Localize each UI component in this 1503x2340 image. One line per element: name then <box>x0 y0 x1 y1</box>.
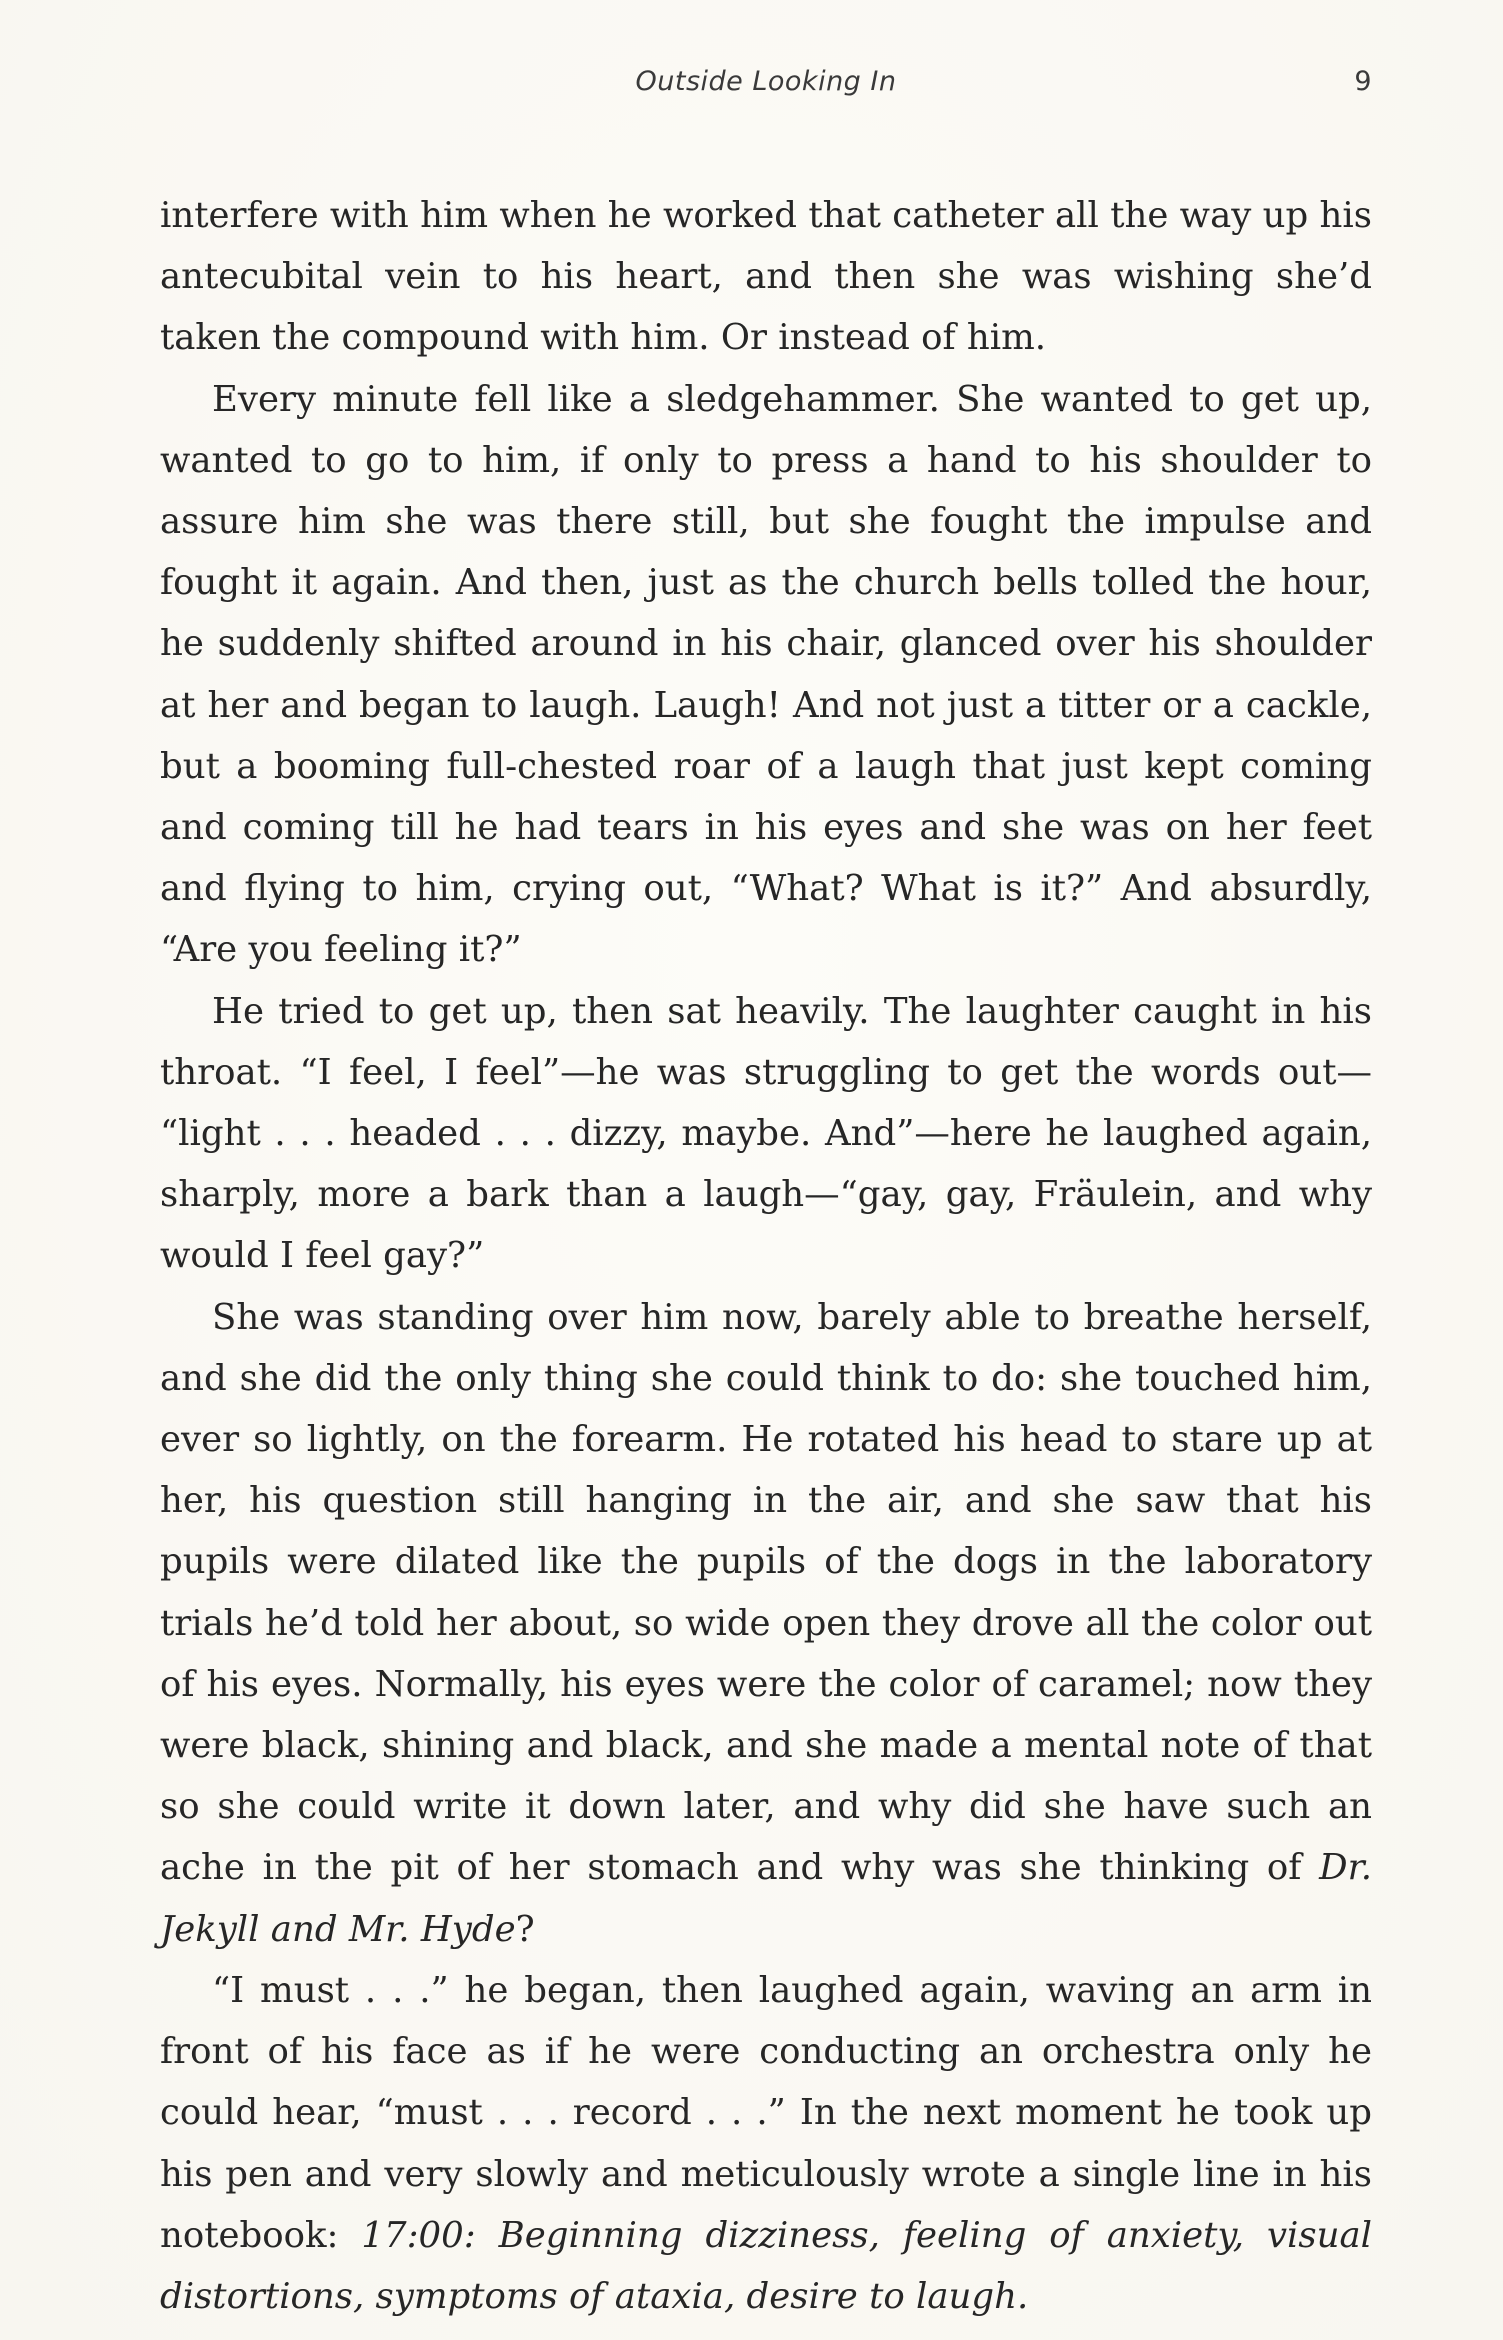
paragraph-4 <box>160 1287 1372 1960</box>
paragraph-3: He tried to get up, then sat heavily. The laughter caught in his throat. “I feel, I feel”—he was struggling to get the words out— “light . . . headed . . . dizzy, maybe. And”—here he laughed again, sharply, more a bark than a laugh—“gay, gay, Fräulein, and why would I feel gay?” <box>160 990 1372 1277</box>
paragraph-5-text: “I must . . .” he began, then laughed again, waving an arm in front of his face as if he were conducting an orchestra only he could hear, “must . . . record . . .” In the next moment he took up his pen and very slowly and meticulously wrote a single line in his notebook: <box>160 1969 1372 2256</box>
body-text <box>160 185 1372 2327</box>
page-number: 9 <box>1354 66 1372 97</box>
paragraph-5 <box>160 1960 1372 2327</box>
running-title: Outside Looking In <box>635 66 897 97</box>
notebook-entry: 17:00: Beginning dizziness, feeling of anxiety, visual distortions, symptoms of ataxia, desire to laugh. <box>160 2214 1372 2317</box>
paragraph-2: Every minute fell like a sledgehammer. She wanted to get up, wanted to go to him, if only to press a hand to his shoulder to assure him she was there still, but she fought the impulse and fought it again. And then, just as the church bells tolled the hour, he suddenly shifted around in his chair, glanced over his shoulder at her and began to laugh. Laugh! And not just a titter or a cackle, but a booming full-chested roar of a laugh that just kept coming and coming till he had tears in his eyes and she was on her feet and flying to him, crying out, “What? What is it?” And absurdly, “Are you feeling it?” <box>160 378 1372 971</box>
paragraph-4-end: ? <box>515 1908 535 1950</box>
paragraph-4-text: She was standing over him now, barely able to breathe herself, and she did the only thing she could think to do: she touched him, ever so lightly, on the forearm. He rotated his head to stare up at her, his question still hanging in the air, and she saw that his pupils were dilated like the pupils of the dogs in the laboratory trials he’d told her about, so wide open they drove all the color out of his eyes. Normally, his eyes were the color of caramel; now they were black, shining and black, and she made a mental note of that so she could write it down later, and why did she have such an ache in the pit of her stomach and why was she thinking of <box>160 1296 1372 1889</box>
book-title: Dr. Jekyll and Mr. Hyde <box>160 1847 1372 1950</box>
paragraph-1: interfere with him when he worked that catheter all the way up his antecubital vein to his heart, and then she was wishing she’d taken the compound with him. Or instead of him. <box>160 195 1372 359</box>
running-head <box>160 66 1372 110</box>
